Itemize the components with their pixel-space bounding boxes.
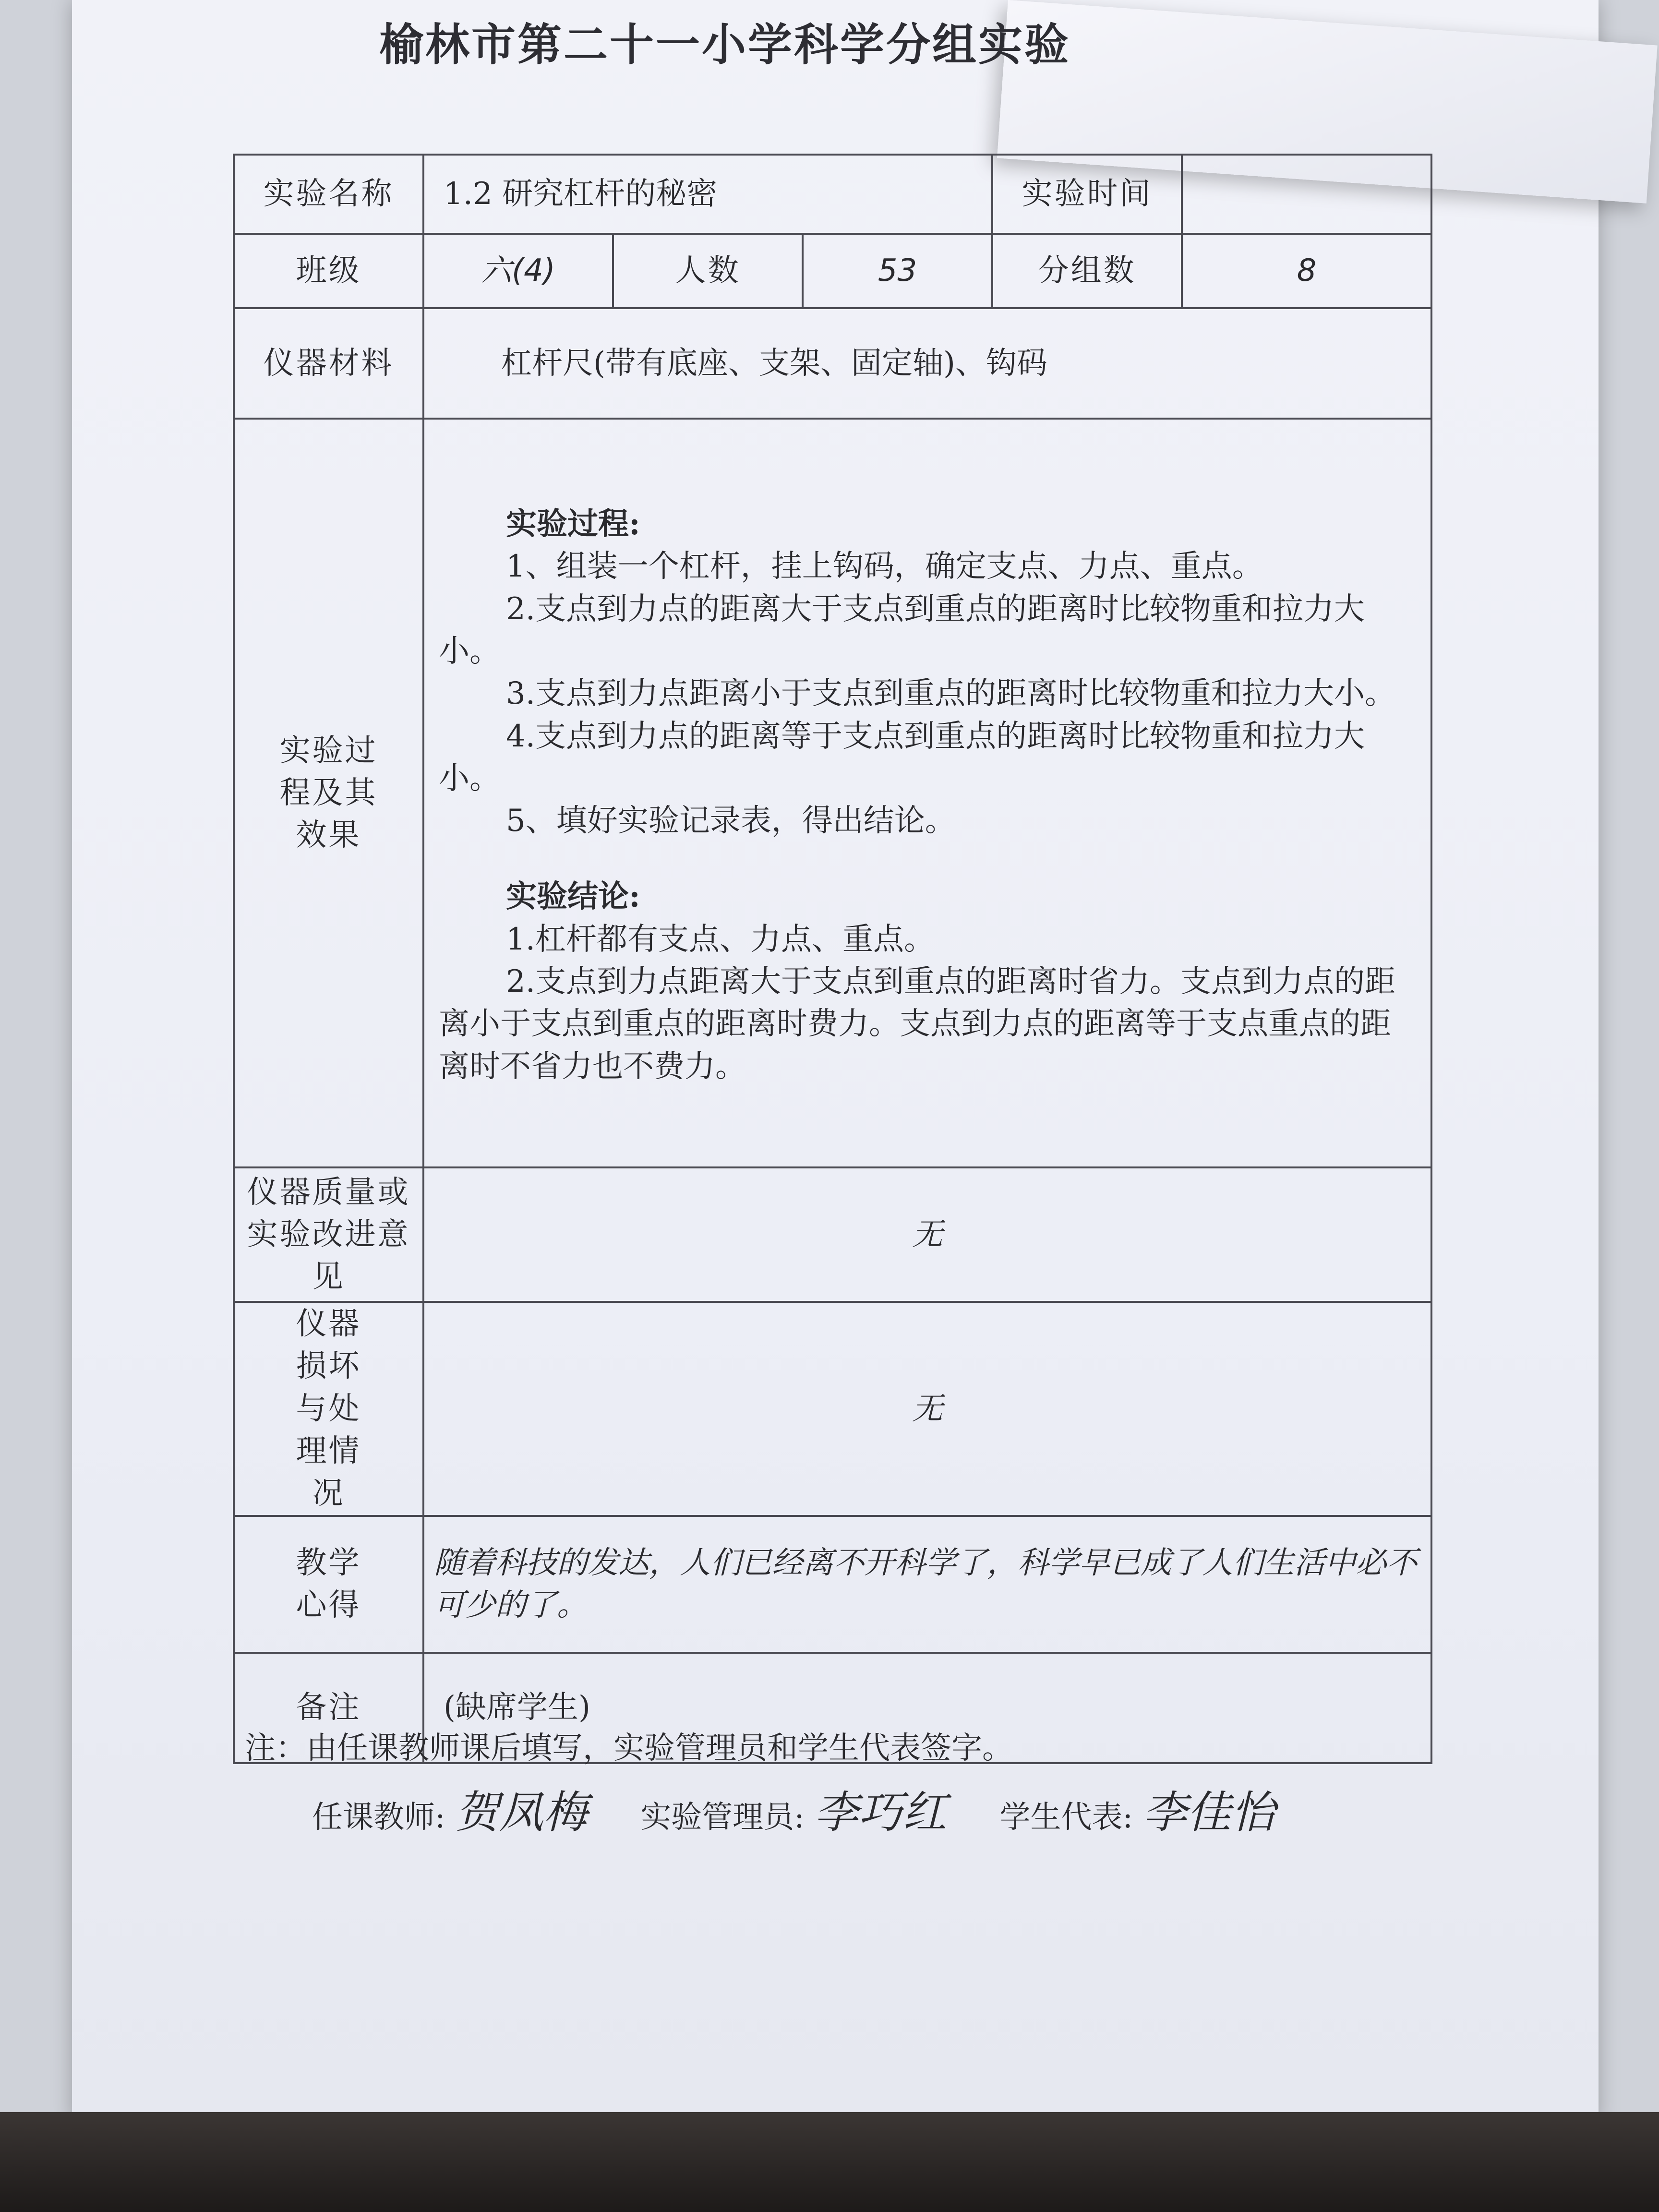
name-label: 实验名称 [234,155,423,234]
time-value [1182,155,1431,234]
groups-value: 8 [1182,234,1431,308]
experiment-record-table [233,154,1432,1764]
damage-value: 无 [423,1302,1431,1516]
count-label: 人数 [613,234,803,308]
table-row [234,155,1431,234]
reflection-value: 随着科技的发达，人们已经离不开科学了，科学早已成了人们生活中必不可少的了。 [423,1516,1431,1653]
student-label: 学生代表: [999,1800,1133,1835]
count-value: 53 [803,234,992,308]
table-row [234,308,1431,419]
reflection-label: 教学心得 [234,1516,423,1653]
admin-signature: 李巧红 [814,1787,947,1838]
process-step: 5、填好实验记录表，得出结论。 [506,803,956,839]
process-step: 3.支点到力点距离小于支点到重点的距离时比较物重和拉力大小。 [506,676,1396,712]
quality-label: 仪器质量或实验改进意见 [234,1167,423,1302]
damage-label: 仪器损坏与处理情况 [234,1302,423,1516]
signature-line [245,1777,1318,1840]
conclusion-heading: 实验结论: [506,878,640,915]
table-row [234,1516,1431,1653]
table-row [234,234,1431,308]
process-step: 2.支点到力点的距离大于支点到重点的距离时比较物重和拉力大小。 [439,591,1365,669]
admin-label: 实验管理员: [640,1800,805,1835]
process-heading: 实验过程: [506,505,640,542]
footnote-text: 注：由任课教师课后填写，实验管理员和学生代表签字。 [245,1731,1013,1766]
teacher-signature: 贺凤梅 [455,1787,588,1838]
process-step: 4.支点到力点的距离等于支点到重点的距离时比较物重和拉力大小。 [439,718,1365,796]
class-label: 班级 [234,234,423,308]
time-label: 实验时间 [992,155,1182,234]
footnote-area [245,1723,1318,1840]
process-label: 实验过程及其效果 [234,419,423,1167]
remarks-value: (缺席学生) [423,1653,1431,1763]
conclusion-item: 1.杠杆都有支点、力点、重点。 [506,921,935,957]
student-signature: 李佳怡 [1142,1787,1275,1838]
materials-label: 仪器材料 [234,308,423,419]
quality-value: 无 [423,1167,1431,1302]
table-row [234,419,1431,1167]
class-value: 六(4) [423,234,613,308]
remarks-label: 备注 [234,1653,423,1763]
table-surface [0,2112,1659,2212]
teacher-label: 任课教师: [312,1800,445,1835]
name-value: 1.2 研究杠杆的秘密 [423,155,992,234]
materials-value: 杠杆尺(带有底座、支架、固定轴)、钩码 [423,308,1431,419]
process-step: 1、组装一个杠杆，挂上钩码，确定支点、力点、重点。 [506,549,1263,585]
process-content [423,419,1431,1167]
table-row [234,1167,1431,1302]
page-title: 榆林市第二十一小学科学分组实验 [379,19,1071,71]
groups-label: 分组数 [992,234,1182,308]
conclusion-item: 2.支点到力点距离大于支点到重点的距离时省力。支点到力点的距离小于支点到重点的距离时费力。支点到力点的距离等于支点重点的距离时不省力也不费力。 [439,964,1396,1084]
table-row [234,1302,1431,1516]
